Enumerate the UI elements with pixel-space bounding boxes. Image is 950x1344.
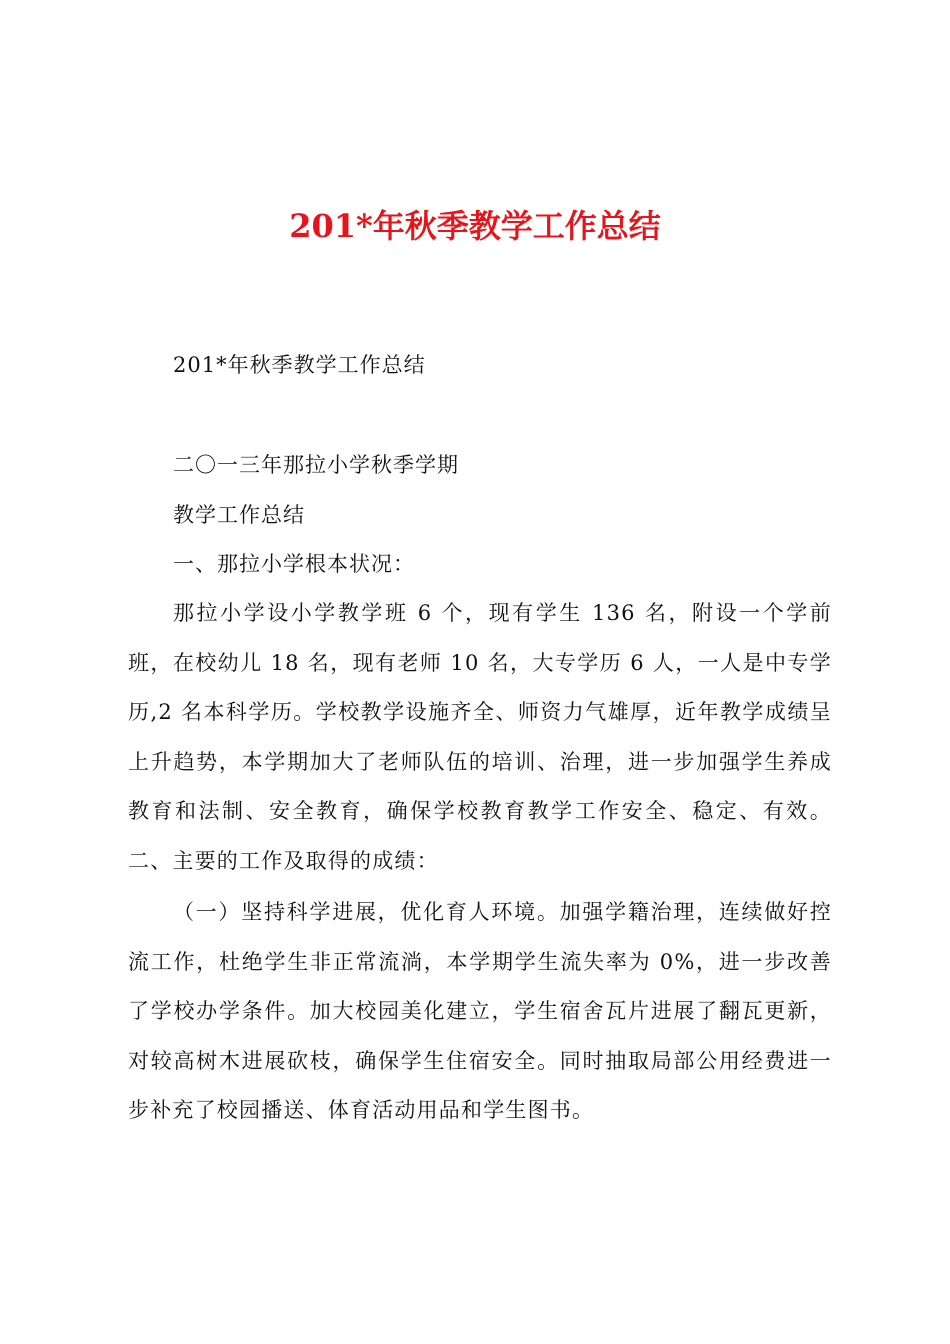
heading-teaching-summary: 教学工作总结 xyxy=(173,503,305,527)
paragraph-school-overview: 那拉小学设小学教学班 6 个，现有学生 136 名，附设一个学前班，在校幼儿 18 名，现有老师 10 名，大专学历 6 人，一人是中专学历,2 名本科学历。学校教学设施齐全、师资力气雄厚，近年教学成绩呈上升趋势，本学期加大了老师队伍的培训、治理，进一步加强学生养成教育和法制、安全教育，确保学校教育教学工作安全、稳定、有效。二、主要的工作及取得的成绩： xyxy=(128,601,832,873)
document-title: 201*年秋季教学工作总结 xyxy=(289,207,661,245)
document-subtitle: 201*年秋季教学工作总结 xyxy=(173,353,426,377)
paragraph-environment: （一）坚持科学进展，优化育人环境。加强学籍治理，连续做好控流工作，杜绝学生非正常流淌，本学期学生流失率为 0%，进一步改善了学校办学条件。加大校园美化建立，学生宿舍瓦片进展了翻瓦更新，对较高树木进展砍枝，确保学生住宿安全。同时抽取局部公用经费进一步补充了校园播送、体育活动用品和学生图书。 xyxy=(128,900,832,1122)
section-heading-basic-status: 一、那拉小学根本状况： xyxy=(173,552,415,576)
heading-school-term: 二〇一三年那拉小学秋季学期 xyxy=(173,453,459,477)
